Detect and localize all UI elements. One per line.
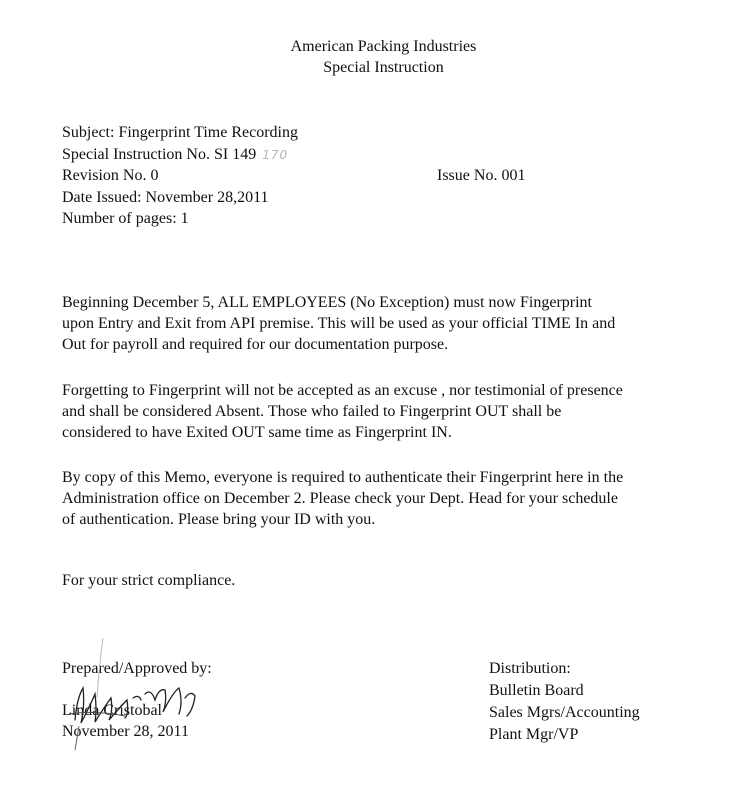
distribution-item: Plant Mgr/VP bbox=[489, 726, 579, 743]
paragraph-fingerprint-requirement: Beginning December 5, ALL EMPLOYEES (No Exception) must now Fingerprint upon Entry and Exit from API premise. This will be used as your official TIME In and Out for payroll and required for our documentation purpose. bbox=[62, 294, 616, 353]
paragraph-no-excuse: Forgetting to Fingerprint will not be accepted as an excuse , nor testimonial of presence and shall be considered Absent. Those who failed to Fingerprint OUT shall be considered to have Exited OUT same time as Fingerprint IN. bbox=[62, 382, 623, 441]
instruction-number-line bbox=[62, 144, 298, 166]
paragraph-compliance: For your strict compliance. bbox=[62, 572, 236, 589]
signature-date: November 28, 2011 bbox=[62, 723, 189, 740]
instruction-number: Special Instruction No. SI 149 bbox=[62, 145, 257, 163]
document-meta bbox=[62, 122, 298, 230]
document-type: Special Instruction bbox=[323, 59, 444, 76]
issue-number: Issue No. 001 bbox=[437, 167, 526, 184]
distribution-list bbox=[489, 658, 640, 746]
date-issued-line: Date Issued: November 28,2011 bbox=[62, 188, 269, 206]
document-header bbox=[0, 36, 737, 78]
distribution-item: Bulletin Board bbox=[489, 682, 584, 699]
paragraph-authentication: By copy of this Memo, everyone is required to authenticate their Fingerprint here in the Administration office on December 2. Please check your Dept. Head for your schedule of authentication. Please bring your ID with you. bbox=[62, 469, 624, 528]
revision-line: Revision No. 0 bbox=[62, 167, 159, 184]
distribution-label: Distribution: bbox=[489, 660, 571, 677]
subject-line: Subject: Fingerprint Time Recording bbox=[62, 124, 298, 141]
signature-scribble bbox=[55, 628, 225, 753]
page-count-line: Number of pages: 1 bbox=[62, 210, 189, 227]
handwritten-note: 170 bbox=[262, 147, 289, 162]
signer-name: Linda Cristobal bbox=[62, 702, 162, 719]
distribution-item: Sales Mgrs/Accounting bbox=[489, 704, 640, 721]
company-name: American Packing Industries bbox=[290, 38, 477, 55]
prepared-label: Prepared/Approved by: bbox=[62, 660, 212, 677]
